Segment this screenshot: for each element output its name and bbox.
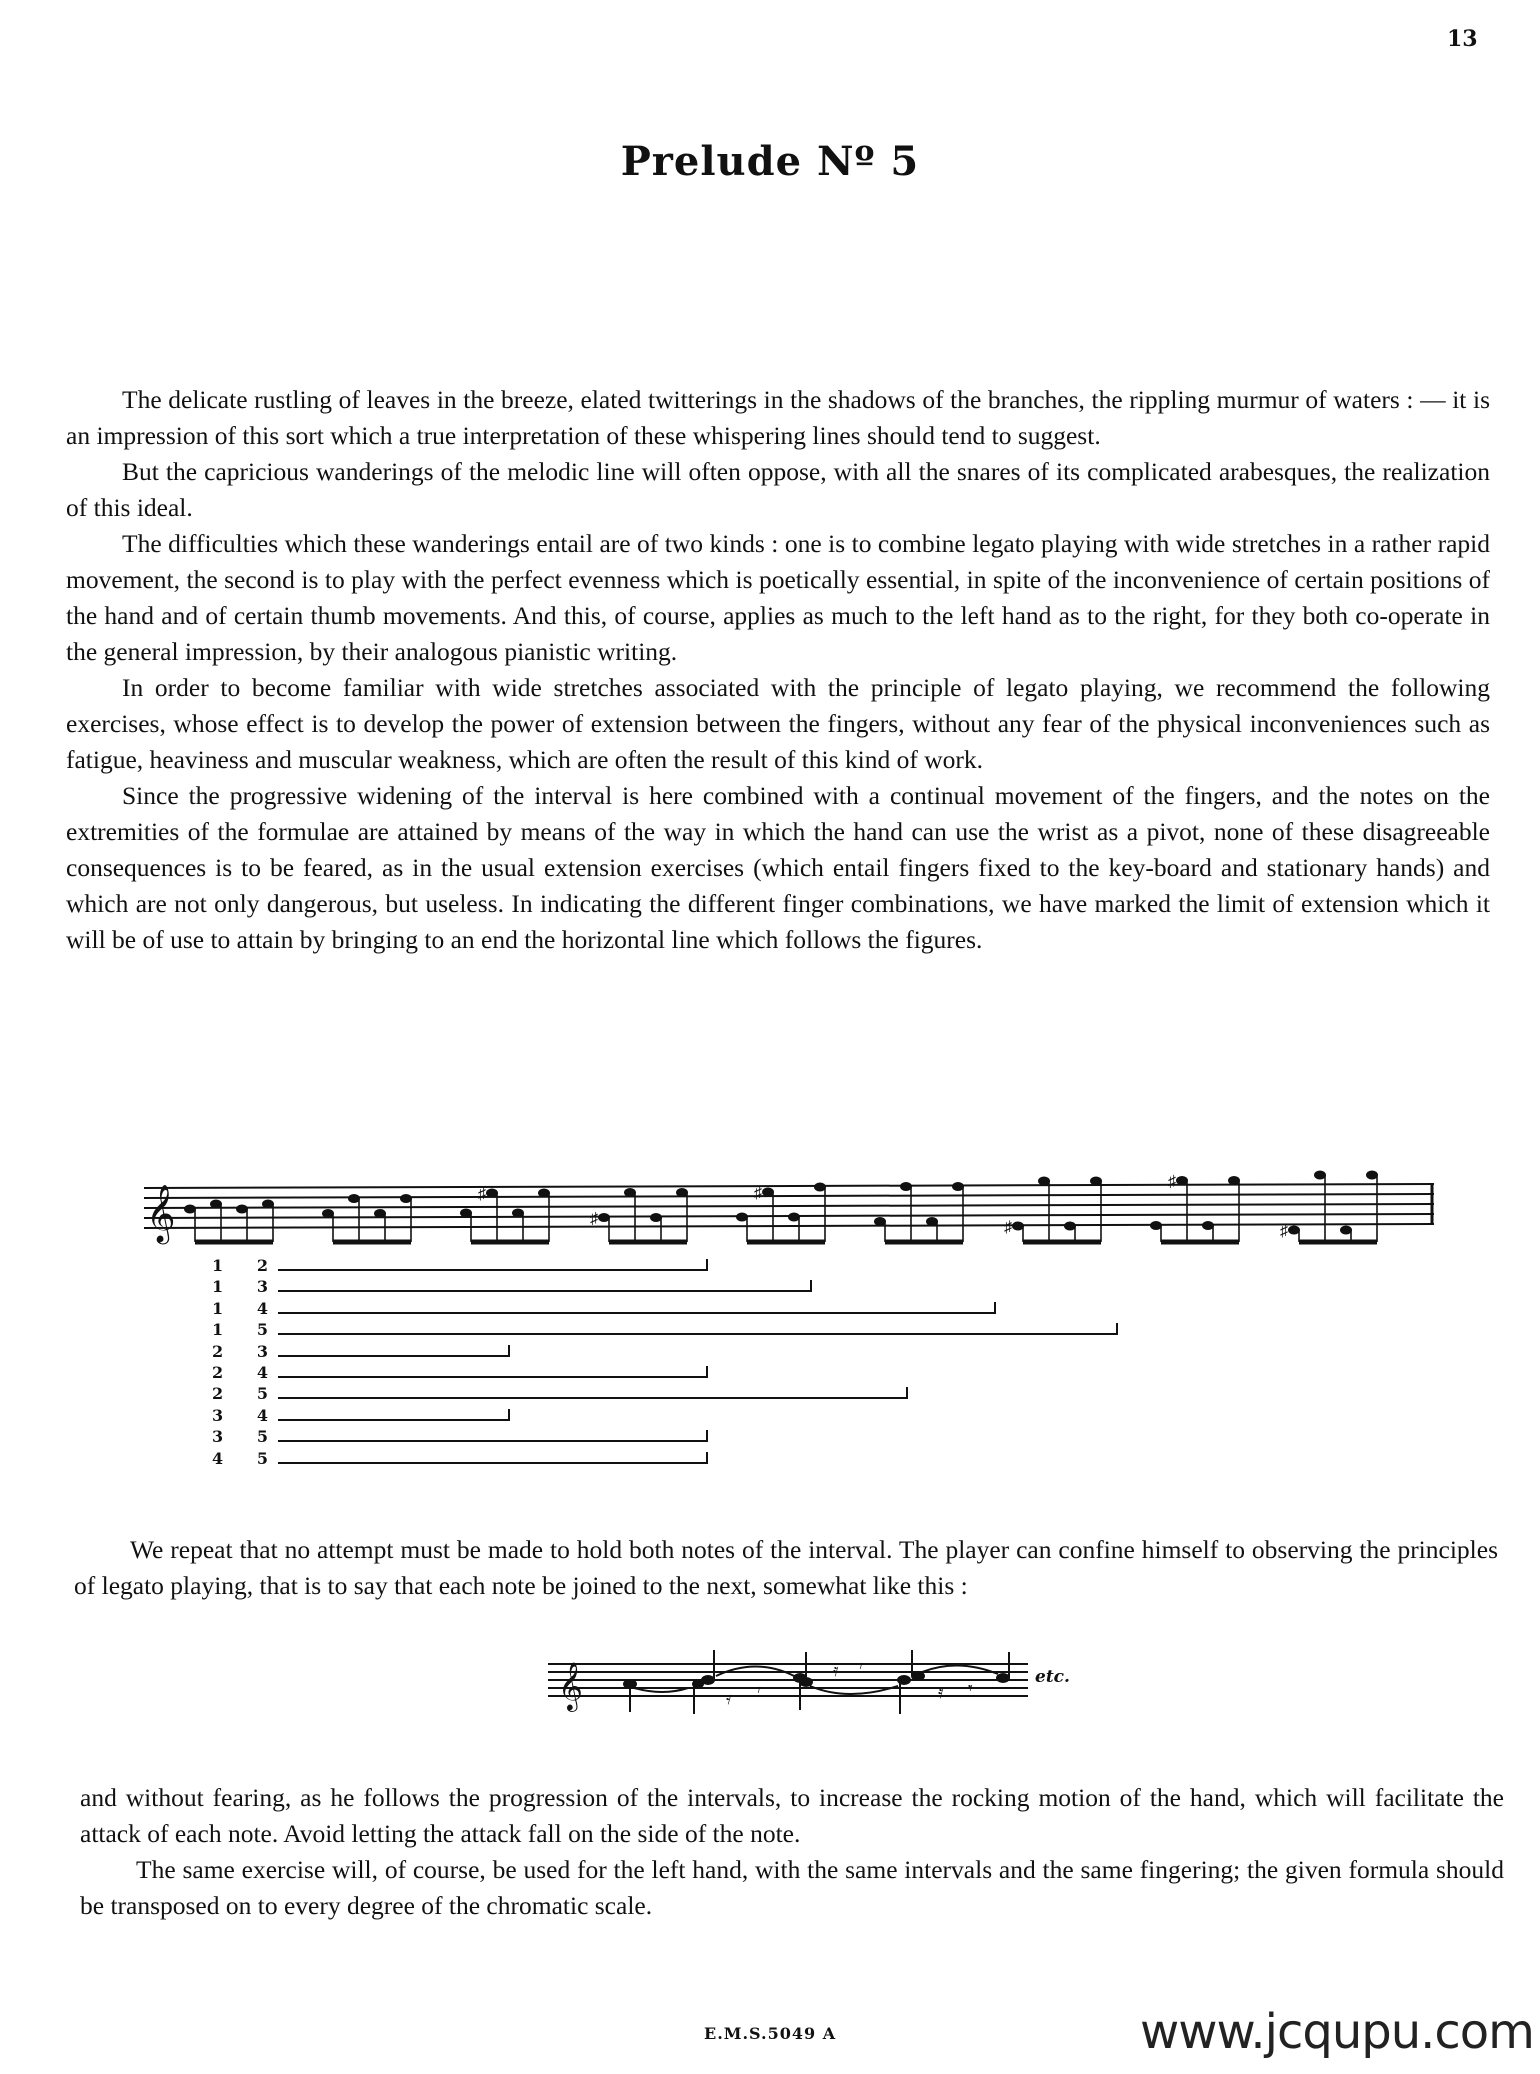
svg-text:♯: ♯ xyxy=(1168,1173,1176,1191)
svg-text:♯: ♯ xyxy=(1280,1223,1288,1240)
svg-text:𝄿: 𝄿 xyxy=(833,1660,839,1680)
fingering-row xyxy=(212,1320,1412,1341)
extension-limit-line xyxy=(278,1462,706,1464)
fingering-label: 1 5 xyxy=(212,1320,268,1340)
paragraph-2: But the capricious wanderings of the melodic line will often oppose, with all the snares of its complicated arabesques, the realization of this ideal. xyxy=(66,457,1490,522)
fingering-row xyxy=(212,1342,1412,1363)
svg-text:𝄾: 𝄾 xyxy=(858,1656,863,1676)
svg-text:𝄾: 𝄾 xyxy=(968,1678,973,1698)
fingering-label: 1 4 xyxy=(212,1298,268,1318)
exercise-staff xyxy=(144,1170,1434,1250)
legato-example-staff xyxy=(548,1650,1048,1730)
extension-limit-line xyxy=(278,1290,810,1292)
fingering-row xyxy=(212,1406,1412,1427)
extension-limit-line xyxy=(278,1376,706,1378)
fingering-row xyxy=(212,1277,1412,1298)
paragraph-6: We repeat that no attempt must be made to hold both notes of the interval. The player can confine himself to observing the principles of legato playing, that is to say that each note be joined to the next, somewhat like this : xyxy=(74,1535,1498,1600)
fingering-label: 2 5 xyxy=(212,1384,268,1404)
fingering-label: 2 3 xyxy=(212,1341,268,1361)
fingering-label: 2 4 xyxy=(212,1362,268,1382)
intro-text xyxy=(66,382,1490,958)
svg-text:𝄿: 𝄿 xyxy=(726,1688,732,1708)
extension-limit-line xyxy=(278,1440,706,1442)
fingering-label: 3 5 xyxy=(212,1427,268,1447)
music-notation-icon xyxy=(144,1170,1434,1250)
page-title: Prelude Nº 5 xyxy=(620,138,920,185)
fingering-row xyxy=(212,1256,1412,1277)
fingering-label: 3 4 xyxy=(212,1405,268,1425)
paragraph-4: In order to become familiar with wide stretches associated with the principle of legato playing, we recommend the following exercises, whose effect is to develop the power of extension between the fingers, without any fear of the physical inconveniences such as fatigue, heaviness and muscular weakness, which are often the result of this kind of work. xyxy=(66,673,1490,774)
svg-text:𝄞: 𝄞 xyxy=(146,1184,176,1242)
extension-limit-line xyxy=(278,1312,994,1314)
fingering-label: 1 2 xyxy=(212,1256,268,1275)
svg-text:♯: ♯ xyxy=(590,1210,598,1228)
svg-text:♯: ♯ xyxy=(754,1185,762,1202)
paragraph-7: and without fearing, as he follows the progression of the intervals, to increase the rocking motion of the hand, which will facilitate the attack of each note. Avoid letting the attack fall on the side of the note. xyxy=(80,1783,1504,1848)
fingering-row xyxy=(212,1299,1412,1320)
fingering-row xyxy=(212,1449,1412,1470)
extension-limit-line xyxy=(278,1269,706,1271)
plate-number: E.M.S.5049 A xyxy=(704,2024,837,2043)
music-example-icon xyxy=(548,1650,1048,1730)
paragraph-3: The difficulties which these wanderings entail are of two kinds : one is to combine legato playing with wide stretches in a rather rapid movement, the second is to play with the perfect evenness which is poetically essential, in spite of the inconvenience of certain positions of the hand and of certain thumb movements. And this, of course, applies as much to the left hand as to the right, for they both co-operate in the general impression, by their analogous pianistic writing. xyxy=(66,529,1490,666)
fingering-label: 4 5 xyxy=(212,1448,268,1468)
extension-limit-line xyxy=(278,1397,906,1399)
fingering-table xyxy=(212,1256,1412,1470)
fingering-row xyxy=(212,1384,1412,1405)
etc-label: etc. xyxy=(1035,1667,1070,1687)
fingering-label: 1 3 xyxy=(212,1277,268,1297)
fingering-row xyxy=(212,1363,1412,1384)
extension-limit-line xyxy=(278,1419,508,1421)
page-number: 13 xyxy=(1447,26,1478,52)
extension-limit-line xyxy=(278,1333,1116,1335)
extension-limit-line xyxy=(278,1355,508,1357)
svg-text:𝄿: 𝄿 xyxy=(938,1682,944,1702)
svg-text:𝄾: 𝄾 xyxy=(756,1680,761,1700)
paragraph-8: The same exercise will, of course, be used for the left hand, with the same intervals and the same fingering; the given formula should be transposed on to every degree of the chromatic scale. xyxy=(80,1855,1504,1920)
closing-text xyxy=(80,1780,1504,1924)
svg-text:𝄞: 𝄞 xyxy=(558,1661,583,1710)
fingering-row xyxy=(212,1427,1412,1448)
middle-text xyxy=(74,1532,1498,1604)
watermark: www.jcqupu.com xyxy=(1140,2004,1534,2060)
paragraph-1: The delicate rustling of leaves in the breeze, elated twitterings in the shadows of the branches, the rippling murmur of waters : — it is an impression of this sort which a true interpretation of these whispering lines should tend to suggest. xyxy=(66,385,1490,450)
paragraph-5: Since the progressive widening of the interval is here combined with a continual movement of the fingers, and the notes on the extremities of the formulae are attained by means of the way in which the hand can use the wrist as a pivot, none of these disagreeable consequences is to be feared, as in the usual extension exercises (which entail fingers fixed to the key-board and stationary hands) and which are not only dangerous, but useless. In indicating the different finger combinations, we have marked the limit of extension which it will be of use to attain by bringing to an end the horizontal line which follows the figures. xyxy=(66,781,1490,954)
svg-text:♯: ♯ xyxy=(1004,1219,1012,1236)
svg-text:♯: ♯ xyxy=(478,1186,486,1203)
